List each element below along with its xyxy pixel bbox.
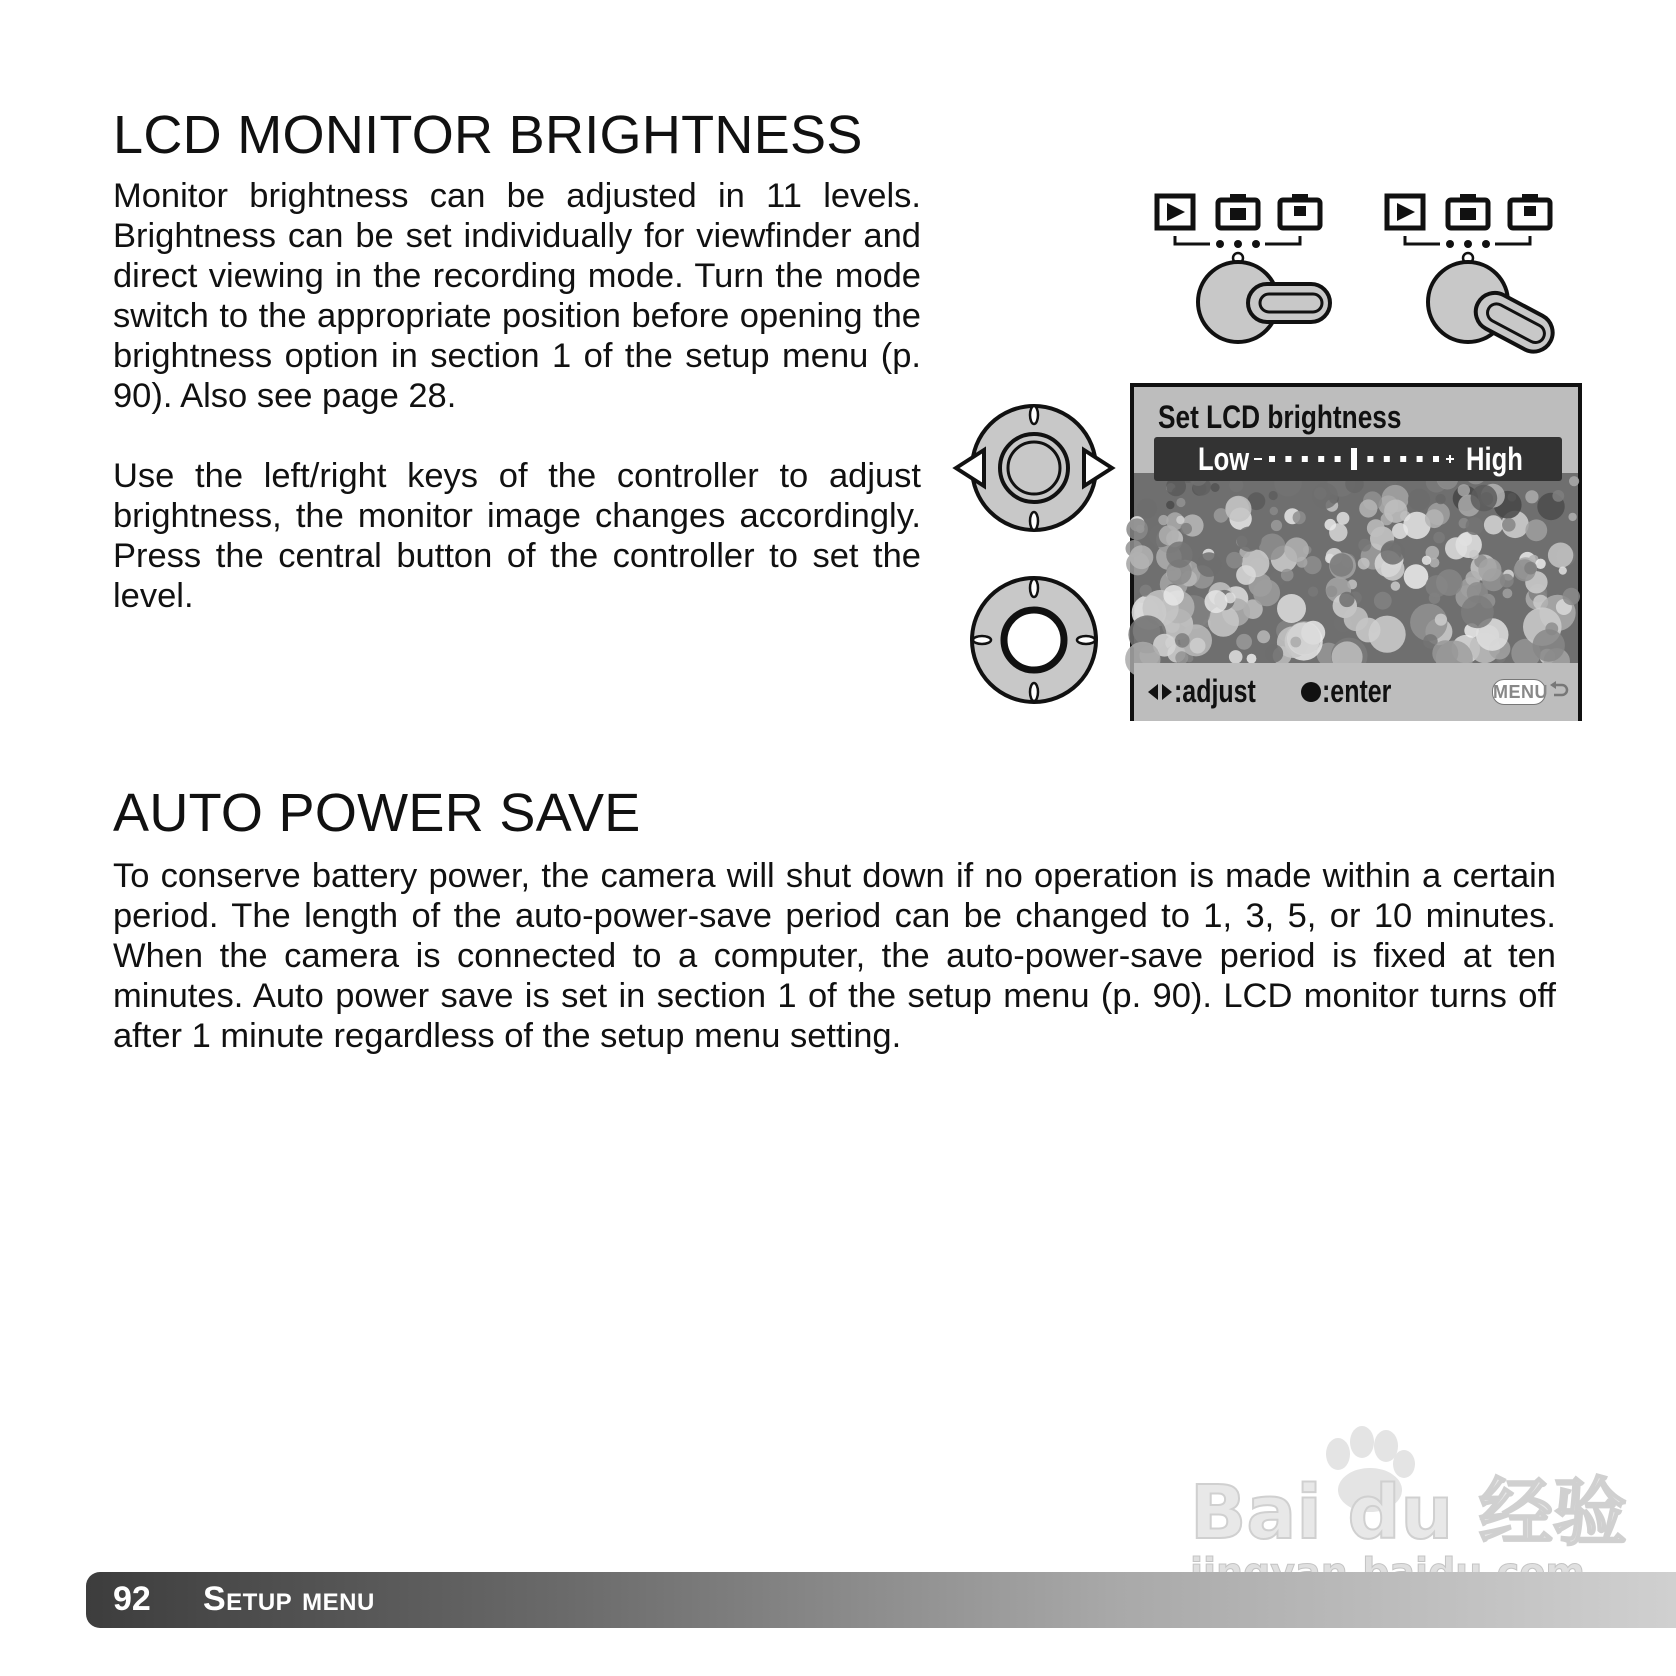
brightness-high-label: High xyxy=(1466,441,1523,477)
enter-hint: :enter xyxy=(1322,673,1392,709)
playback-icon xyxy=(1157,196,1193,228)
camera-viewfinder-icon xyxy=(1280,194,1320,228)
right-arrow-icon xyxy=(1084,450,1112,486)
camera-viewfinder-icon xyxy=(1510,194,1550,228)
baidu-jingyan-watermark xyxy=(1190,1420,1627,1590)
brightness-level-tick xyxy=(1417,456,1423,462)
brightness-level-tick xyxy=(1269,456,1275,462)
brightness-level-tick xyxy=(1367,456,1373,462)
left-right-arrows-icon xyxy=(1148,683,1172,701)
lcd-footer xyxy=(1134,663,1578,721)
lcd-brightness-paragraph-2: Use the left/right keys of the controller to adjust brightness, the monitor image changes accordingly. Press the central button of the controller to set the level. xyxy=(113,457,921,615)
brightness-level-tick xyxy=(1400,456,1406,462)
lcd-screen-title: Set LCD brightness xyxy=(1158,399,1402,435)
brightness-level-tick xyxy=(1285,456,1291,462)
footer-section-name: Setup menu xyxy=(203,1580,375,1618)
lcd-brightness-screen xyxy=(1130,383,1582,721)
brightness-slider[interactable] xyxy=(1154,437,1562,481)
section-title-auto-power-save: AUTO POWER SAVE xyxy=(113,783,641,843)
mode-switch-viewfinder-illustration xyxy=(1150,186,1340,346)
brightness-level-tick xyxy=(1318,456,1324,462)
camera-monitor-icon xyxy=(1448,194,1488,228)
camera-monitor-icon xyxy=(1218,194,1258,228)
brightness-level-tick xyxy=(1433,456,1439,462)
auto-power-save-paragraph: To conserve battery power, the camera will shut down if no operation is made within a certain period. The length of the auto-power-save period can be changed to 1, 3, 5, or 10 minutes. When the camera is connected to a computer, the auto-power-save period is fixed at ten minutes. Auto power save is set in section 1 of the setup menu (p. 90). LCD monitor turns off after 1 minute regardless of the setup menu setting. xyxy=(113,857,1556,1055)
return-icon xyxy=(1548,679,1570,701)
flower-photo-background xyxy=(1134,473,1578,663)
brightness-level-tick xyxy=(1302,456,1308,462)
brightness-level-tick xyxy=(1384,456,1390,462)
page-number: 92 xyxy=(113,1580,151,1618)
lcd-brightness-paragraph-1: Monitor brightness can be adjusted in 11 levels. Brightness can be set individually for viewfinder and direct viewing in the recording mode. Turn the mode switch to the appropriate position before opening the brightness option in section 1 of the setup menu (p. 90). Also see page 28. xyxy=(113,177,921,415)
section-title-lcd-brightness: LCD MONITOR BRIGHTNESS xyxy=(113,105,863,165)
brightness-low-label: Low xyxy=(1198,441,1250,477)
brightness-slider-thumb[interactable] xyxy=(1351,448,1357,470)
playback-icon xyxy=(1387,196,1423,228)
mode-switch-knob xyxy=(1198,262,1330,342)
controller-center-button-illustration xyxy=(966,572,1102,708)
left-arrow-icon xyxy=(956,450,984,486)
adjust-hint: :adjust xyxy=(1174,673,1256,709)
mode-switch-knob xyxy=(1428,262,1559,358)
mode-switch-monitor-illustration xyxy=(1380,186,1570,346)
center-button-icon xyxy=(1300,681,1322,703)
brightness-level-tick xyxy=(1335,456,1341,462)
menu-button-badge: MENU xyxy=(1492,679,1546,705)
watermark-brand: Bai du 经验 xyxy=(1190,1470,1627,1556)
controller-left-right-illustration xyxy=(950,400,1120,536)
